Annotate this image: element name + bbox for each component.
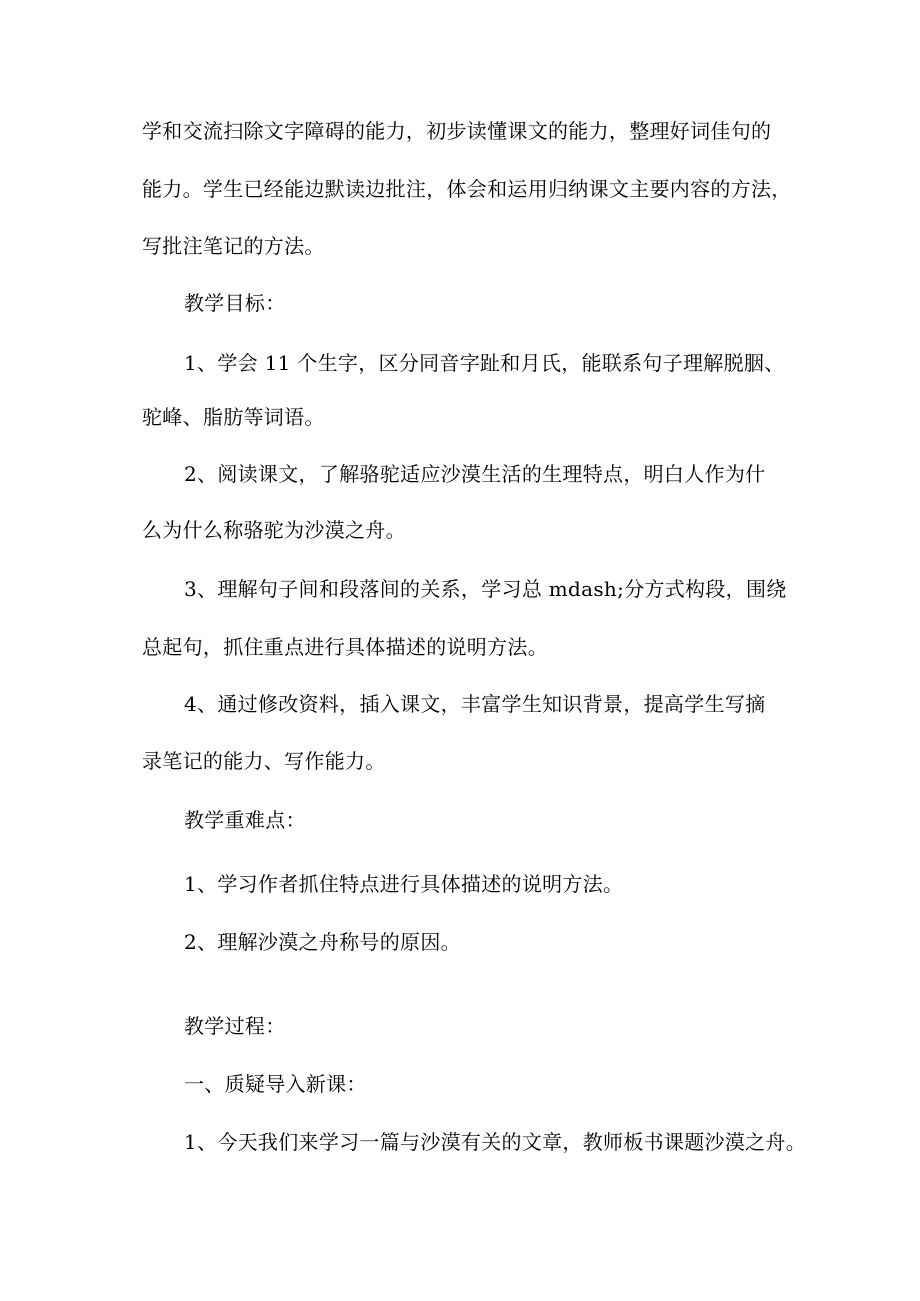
text-line: 能力。学生已经能边默读边批注，体会和运用归纳课文主要内容的方法， (142, 177, 792, 201)
process-step-item-1: 1、今天我们来学习一篇与沙漠有关的文章，教师板书课题沙漠之舟。 (184, 1130, 807, 1154)
text-line: 驼峰、脂肪等词语。 (142, 405, 325, 429)
goal-item-3: 3、理解句子间和段落间的关系，学习总 mdash;分方式构段，围绕 (184, 577, 787, 601)
key-point-item-1: 1、学习作者抓住特点进行具体描述的说明方法。 (184, 872, 624, 896)
process-step-heading: 一、质疑导入新课： (184, 1072, 367, 1096)
goal-item-4: 4、通过修改资料，插入课文，丰富学生知识背景，提高学生写摘 (184, 692, 766, 716)
goal-item-1: 1、学会 11 个生字，区分同音字趾和月氏，能联系句子理解脱胭、 (184, 351, 785, 375)
text-line: 么为什么称骆驼为沙漠之舟。 (142, 518, 406, 542)
text-line: 录笔记的能力、写作能力。 (142, 749, 386, 773)
section-heading-key-points: 教学重难点： (184, 808, 306, 832)
goal-item-2: 2、阅读课文，了解骆驼适应沙漠生活的生理特点，明白人作为什 (184, 462, 766, 486)
key-point-item-2: 2、理解沙漠之舟称号的原因。 (184, 930, 461, 954)
text-line: 学和交流扫除文字障碍的能力，初步读懂课文的能力，整理好词佳句的 (142, 119, 772, 143)
text-line: 总起句，抓住重点进行具体描述的说明方法。 (142, 635, 548, 659)
section-heading-teaching-process: 教学过程： (184, 1014, 286, 1038)
section-heading-teaching-goals: 教学目标： (184, 291, 286, 315)
text-line: 写批注笔记的方法。 (142, 234, 325, 258)
